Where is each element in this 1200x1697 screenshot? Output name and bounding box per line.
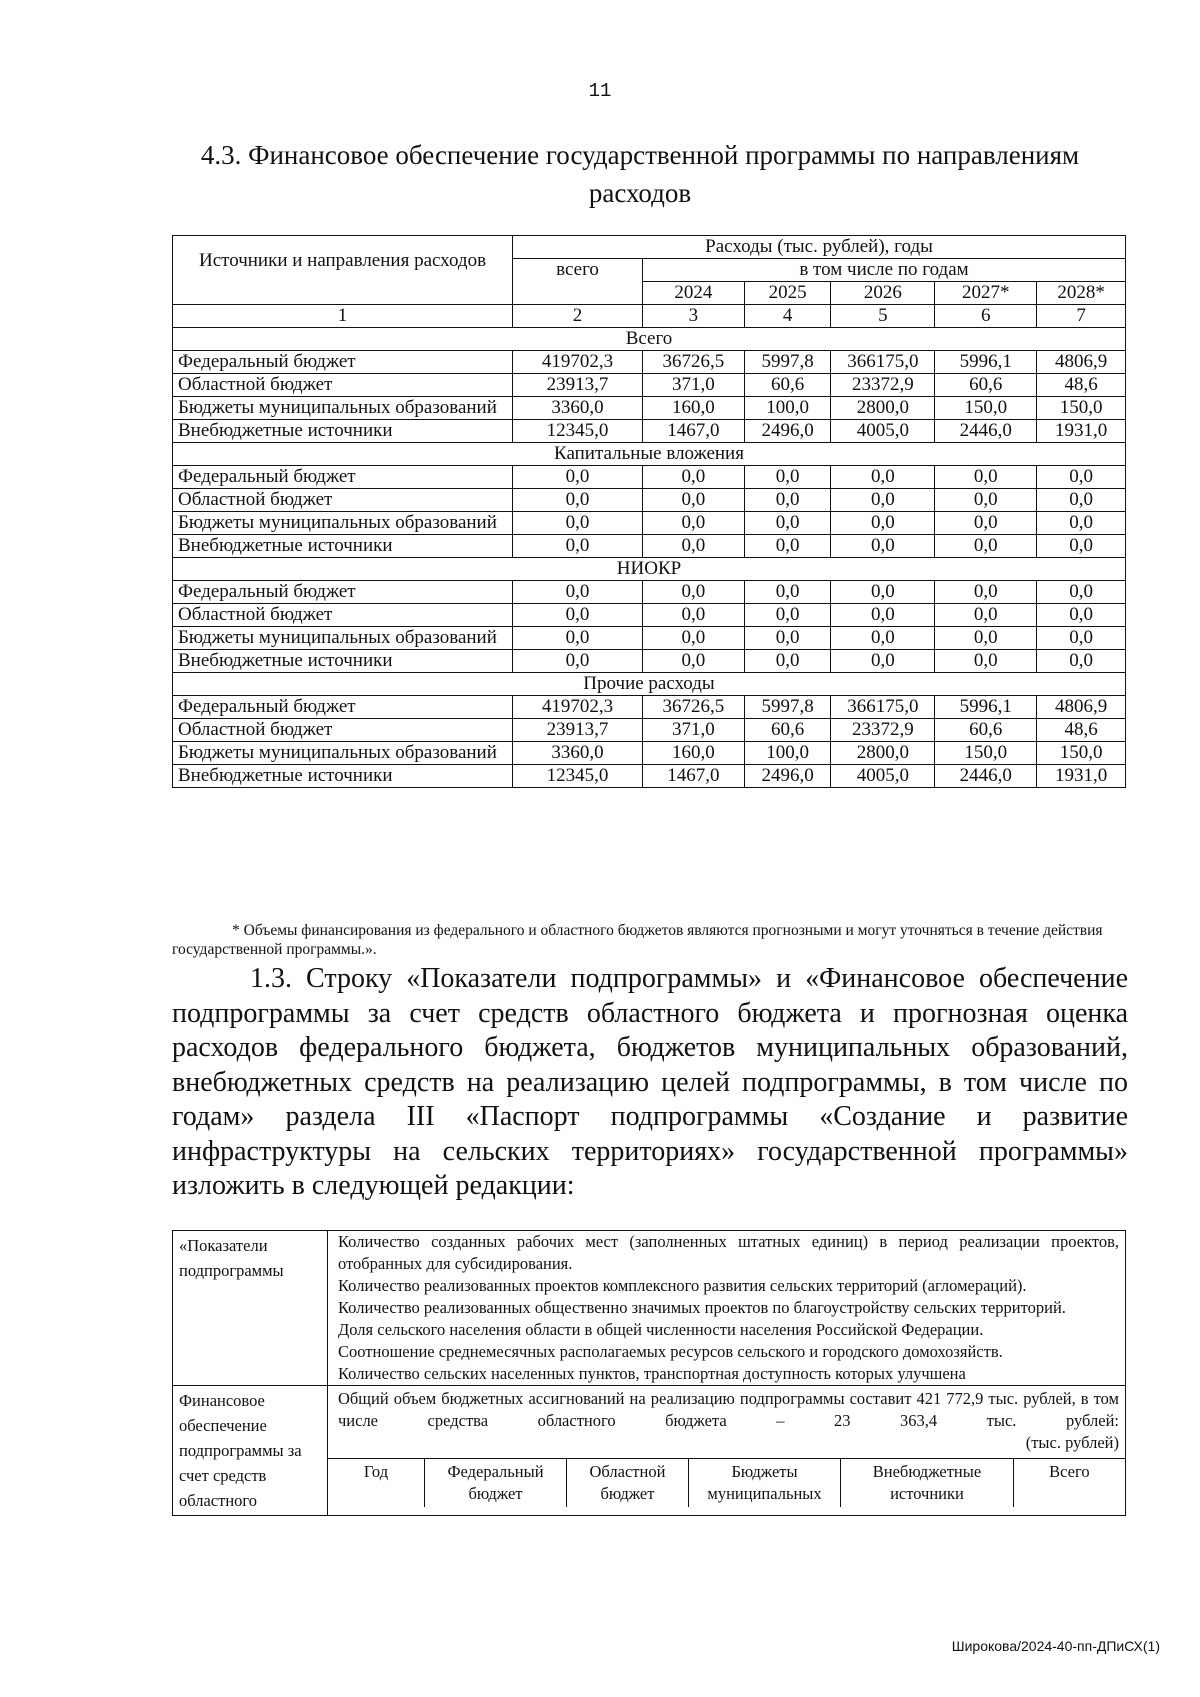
header-year: 2028* [1037,282,1126,305]
value-cell: 371,0 [643,719,745,742]
table-row [173,650,1126,673]
indicators-list [338,1231,1119,1385]
source-cell: Бюджеты муниципальных образований [173,397,513,420]
value-cell: 3360,0 [513,397,643,420]
value-cell: 0,0 [643,627,745,650]
table-row [173,742,1126,765]
table-row [173,420,1126,443]
value-cell: 2800,0 [831,742,935,765]
subtable-header: Всего [1013,1459,1125,1508]
source-cell: Областной бюджет [173,489,513,512]
column-number: 5 [831,305,935,328]
value-cell: 2446,0 [935,420,1037,443]
source-cell: Бюджеты муниципальных образований [173,512,513,535]
value-cell: 1931,0 [1037,765,1126,788]
value-cell: 371,0 [643,374,745,397]
value-cell: 0,0 [831,466,935,489]
value-cell: 4005,0 [831,420,935,443]
subtable-header: Областной бюджет [567,1459,689,1508]
indicator-item: Количество реализованных проектов комплексного развития сельских территорий (агломераций). [338,1276,1027,1295]
value-cell: 12345,0 [513,420,643,443]
value-cell: 5996,1 [935,351,1037,374]
table-row [173,627,1126,650]
table-row [173,581,1126,604]
subtable-header: Год [328,1459,424,1508]
value-cell: 0,0 [513,512,643,535]
indicator-item: Количество сельских населенных пунктов, транспортная доступность которых улучшена [338,1364,966,1383]
source-cell: Внебюджетные источники [173,765,513,788]
value-cell: 150,0 [935,742,1037,765]
value-cell: 0,0 [643,581,745,604]
value-cell: 0,0 [513,489,643,512]
table-row [173,374,1126,397]
value-cell: 0,0 [935,581,1037,604]
section-title: НИОКР [173,558,1126,581]
source-cell: Федеральный бюджет [173,351,513,374]
table-row [173,719,1126,742]
finance-label: Финансовое обеспечение подпрограммы за счет средств областного [173,1386,328,1516]
value-cell: 0,0 [643,650,745,673]
value-cell: 60,6 [935,719,1037,742]
column-number: 6 [935,305,1037,328]
table-row [173,604,1126,627]
value-cell: 0,0 [643,489,745,512]
value-cell: 5996,1 [935,696,1037,719]
value-cell: 48,6 [1037,374,1126,397]
subtable-header: Внебюджетные источники [841,1459,1014,1508]
value-cell: 0,0 [643,604,745,627]
indicators-label: «Показатели подпрограммы [173,1231,328,1386]
finance-subtable [328,1458,1125,1507]
source-cell: Федеральный бюджет [173,581,513,604]
value-cell: 36726,5 [643,696,745,719]
header-year: 2025 [744,282,831,305]
table-row [173,489,1126,512]
value-cell: 0,0 [643,535,745,558]
source-cell: Областной бюджет [173,374,513,397]
value-cell: 160,0 [643,397,745,420]
value-cell: 0,0 [744,650,831,673]
amendment-paragraph: 1.3. Строку «Показатели подпрограммы» и «Финансовое обеспечение подпрограммы за счет средств областного бюджета и прогнозная оценка расходов федерального бюджета, бюджетов муниципальных образований, внебюджетных средств на реализацию целей подпрограммы, в том числе по годам» раздела III «Паспорт подпрограммы «Создание и развитие инфраструктуры на сельских территориях» государственной программы» изложить в следующей редакции: [172,963,1128,1201]
table-row [173,535,1126,558]
value-cell: 1467,0 [643,765,745,788]
header-year: 2027* [935,282,1037,305]
value-cell: 60,6 [744,374,831,397]
value-cell: 23913,7 [513,374,643,397]
value-cell: 2496,0 [744,420,831,443]
value-cell: 0,0 [744,512,831,535]
value-cell: 36726,5 [643,351,745,374]
value-cell: 0,0 [935,512,1037,535]
section-title: Капитальные вложения [173,443,1126,466]
value-cell: 0,0 [935,627,1037,650]
value-cell: 0,0 [744,535,831,558]
value-cell: 60,6 [935,374,1037,397]
value-cell: 1467,0 [643,420,745,443]
finance-text: Общий объем бюджетных ассигнований на реализацию подпрограммы составит 421 772,9 тыс. рублей, в том числе средства областного бюджета – 23 363,4 тыс. рублей: [338,1389,1119,1430]
value-cell: 4005,0 [831,765,935,788]
value-cell: 23372,9 [831,374,935,397]
value-cell: 0,0 [643,512,745,535]
table-row [173,696,1126,719]
table-row [173,765,1126,788]
section-heading: 4.3. Финансовое обеспечение государственной программы по направлениям расходов [200,140,1080,208]
indicators-cell [328,1231,1126,1386]
value-cell: 0,0 [513,581,643,604]
value-cell: 150,0 [1037,742,1126,765]
value-cell: 4806,9 [1037,696,1126,719]
value-cell: 0,0 [831,581,935,604]
indicator-item: Доля сельского населения области в общей численности населения Российской Федерации. [338,1320,984,1339]
value-cell: 0,0 [831,535,935,558]
value-cell: 0,0 [831,604,935,627]
column-number: 7 [1037,305,1126,328]
value-cell: 0,0 [513,604,643,627]
indicator-item: Соотношение среднемесячных располагаемых ресурсов сельского и городского домохозяйств. [338,1342,1003,1361]
source-cell: Областной бюджет [173,604,513,627]
header-sources: Источники и направления расходов [173,236,513,305]
source-cell: Внебюджетные источники [173,535,513,558]
source-cell: Внебюджетные источники [173,420,513,443]
finance-cell [328,1386,1126,1516]
value-cell: 0,0 [1037,512,1126,535]
value-cell: 2800,0 [831,397,935,420]
value-cell: 5997,8 [744,696,831,719]
value-cell: 0,0 [831,489,935,512]
footnote: * Объемы финансирования из федерального и областного бюджетов являются прогнозными и могут уточняться в течение действия государственной программы.». [172,922,1103,958]
value-cell: 0,0 [513,650,643,673]
value-cell: 0,0 [1037,581,1126,604]
source-cell: Федеральный бюджет [173,466,513,489]
value-cell: 4806,9 [1037,351,1126,374]
value-cell: 2496,0 [744,765,831,788]
value-cell: 0,0 [935,489,1037,512]
header-expenses: Расходы (тыс. рублей), годы [513,236,1126,259]
table-row [173,512,1126,535]
section-title: Прочие расходы [173,673,1126,696]
value-cell: 1931,0 [1037,420,1126,443]
units-label: (тыс. рублей) [1025,1433,1119,1452]
value-cell: 419702,3 [513,351,643,374]
column-number: 1 [173,305,513,328]
section-title: Всего [173,328,1126,351]
value-cell: 0,0 [1037,466,1126,489]
header-year: 2026 [831,282,935,305]
value-cell: 0,0 [935,466,1037,489]
value-cell: 150,0 [1037,397,1126,420]
value-cell: 0,0 [744,489,831,512]
value-cell: 0,0 [643,466,745,489]
value-cell: 23913,7 [513,719,643,742]
value-cell: 0,0 [935,604,1037,627]
value-cell: 0,0 [831,627,935,650]
page-number: 11 [588,80,612,102]
value-cell: 100,0 [744,397,831,420]
source-cell: Областной бюджет [173,719,513,742]
passport-table [172,1230,1126,1516]
value-cell: 5997,8 [744,351,831,374]
table-row [173,351,1126,374]
source-cell: Федеральный бюджет [173,696,513,719]
header-by-years: в том числе по годам [643,259,1126,282]
value-cell: 0,0 [744,604,831,627]
value-cell: 160,0 [643,742,745,765]
value-cell: 0,0 [513,466,643,489]
indicator-item: Количество реализованных общественно значимых проектов по благоустройству сельских территорий. [338,1298,1066,1317]
value-cell: 3360,0 [513,742,643,765]
value-cell: 23372,9 [831,719,935,742]
value-cell: 0,0 [935,650,1037,673]
value-cell: 366175,0 [831,696,935,719]
value-cell: 2446,0 [935,765,1037,788]
value-cell: 366175,0 [831,351,935,374]
column-number: 3 [643,305,745,328]
value-cell: 0,0 [513,535,643,558]
table-row [173,466,1126,489]
table-row [173,397,1126,420]
value-cell: 0,0 [1037,535,1126,558]
document-id: Широкова/2024-40-пп-ДПиСХ(1) [951,1638,1160,1654]
value-cell: 100,0 [744,742,831,765]
value-cell: 0,0 [744,627,831,650]
header-total: всего [513,259,643,305]
value-cell: 0,0 [1037,650,1126,673]
value-cell: 0,0 [831,650,935,673]
value-cell: 150,0 [935,397,1037,420]
value-cell: 0,0 [831,512,935,535]
source-cell: Бюджеты муниципальных образований [173,742,513,765]
value-cell: 0,0 [744,466,831,489]
value-cell: 60,6 [744,719,831,742]
value-cell: 0,0 [744,581,831,604]
column-number: 2 [513,305,643,328]
value-cell: 48,6 [1037,719,1126,742]
value-cell: 0,0 [1037,604,1126,627]
value-cell: 419702,3 [513,696,643,719]
value-cell: 0,0 [1037,627,1126,650]
subtable-header: Федеральный бюджет [424,1459,566,1508]
column-number: 4 [744,305,831,328]
value-cell: 0,0 [935,535,1037,558]
source-cell: Бюджеты муниципальных образований [173,627,513,650]
value-cell: 0,0 [1037,489,1126,512]
source-cell: Внебюджетные источники [173,650,513,673]
subtable-header: Бюджеты муниципальных [688,1459,840,1508]
value-cell: 12345,0 [513,765,643,788]
value-cell: 0,0 [513,627,643,650]
finance-table [172,235,1126,788]
header-year: 2024 [643,282,745,305]
indicator-item: Количество созданных рабочих мест (заполненных штатных единиц) в период реализации проектов, отобранных для субсидирования. [338,1232,1119,1273]
